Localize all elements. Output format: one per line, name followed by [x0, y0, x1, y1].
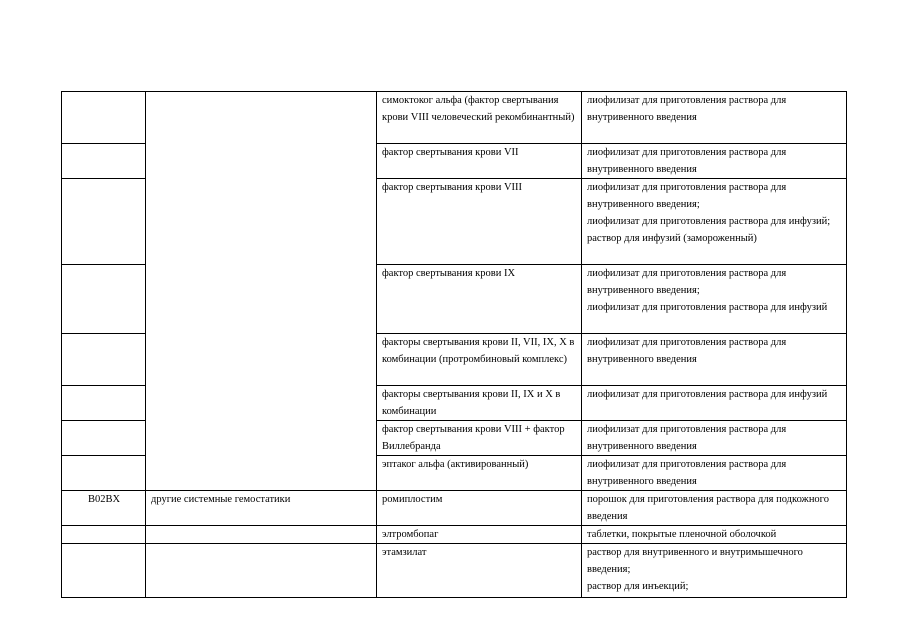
- table-row: [62, 526, 847, 544]
- dosage-form-cell: [582, 92, 847, 144]
- atc-code-cell: [62, 334, 146, 386]
- atc-code-cell: [62, 526, 146, 544]
- dosage-form-line: лиофилизат для приготовления раствора для внутривенного введения;: [587, 182, 787, 210]
- dosage-form-cell: [582, 334, 847, 386]
- atc-code-cell: [62, 179, 146, 265]
- dosage-form-line: лиофилизат для приготовления раствора для внутривенного введения: [587, 424, 787, 452]
- atc-code-cell: [62, 421, 146, 456]
- drug-table-body: [62, 92, 847, 598]
- dosage-form-cell: [582, 491, 847, 526]
- dosage-form-line: таблетки, покрытые пленочной оболочкой: [587, 529, 777, 540]
- drug-name-cell: элтромбопаг: [377, 526, 582, 544]
- dosage-form-cell: [582, 456, 847, 491]
- dosage-form-line: лиофилизат для приготовления раствора для внутривенного введения: [587, 337, 787, 365]
- drug-name-cell: факторы свертывания крови II, VII, IX, X в комбинации (протромбиновый комплекс): [377, 334, 582, 386]
- drug-name-cell: фактор свертывания крови VIII + фактор Виллебранда: [377, 421, 582, 456]
- drug-name-cell: эптаког альфа (активированный): [377, 456, 582, 491]
- drug-name-cell: фактор свертывания крови VIII: [377, 179, 582, 265]
- dosage-form-line: лиофилизат для приготовления раствора для внутривенного введения: [587, 459, 787, 487]
- drug-table: [61, 91, 847, 598]
- group-cell: [146, 92, 377, 491]
- dosage-form-line: порошок для приготовления раствора для подкожного введения: [587, 494, 829, 522]
- atc-code-cell: [62, 144, 146, 179]
- dosage-form-line: лиофилизат для приготовления раствора для инфузий: [587, 389, 828, 400]
- dosage-form-line: лиофилизат для приготовления раствора для внутривенного введения: [587, 147, 787, 175]
- drug-name-cell: фактор свертывания крови IX: [377, 265, 582, 334]
- table-row: [62, 491, 847, 526]
- dosage-form-line: лиофилизат для приготовления раствора для инфузий: [587, 302, 828, 313]
- dosage-form-line: раствор для инфузий (замороженный): [587, 233, 757, 244]
- dosage-form-cell: [582, 265, 847, 334]
- atc-code-cell: [62, 386, 146, 421]
- atc-code-cell: [62, 265, 146, 334]
- drug-name-cell: этамзилат: [377, 544, 582, 598]
- dosage-form-line: раствор для инъекций;: [587, 581, 689, 592]
- dosage-form-cell: [582, 421, 847, 456]
- dosage-form-cell: [582, 144, 847, 179]
- group-cell: [146, 544, 377, 598]
- dosage-form-cell: [582, 526, 847, 544]
- dosage-form-cell: [582, 544, 847, 598]
- drug-name-cell: фактор свертывания крови VII: [377, 144, 582, 179]
- drug-name-cell: факторы свертывания крови II, IX и X в комбинации: [377, 386, 582, 421]
- dosage-form-line: лиофилизат для приготовления раствора для внутривенного введения: [587, 95, 787, 123]
- drug-name-cell: ромиплостим: [377, 491, 582, 526]
- atc-code-cell: [62, 544, 146, 598]
- atc-code-cell: [62, 92, 146, 144]
- group-cell: другие системные гемостатики: [146, 491, 377, 526]
- dosage-form-line: лиофилизат для приготовления раствора для внутривенного введения;: [587, 268, 787, 296]
- atc-code-cell: [62, 456, 146, 491]
- table-row: [62, 544, 847, 598]
- atc-code-cell: B02BX: [62, 491, 146, 526]
- dosage-form-cell: [582, 386, 847, 421]
- group-cell: [146, 526, 377, 544]
- dosage-form-line: лиофилизат для приготовления раствора для инфузий;: [587, 216, 831, 227]
- dosage-form-cell: [582, 179, 847, 265]
- dosage-form-line: раствор для внутривенного и внутримышечного введения;: [587, 547, 803, 575]
- table-row: [62, 92, 847, 144]
- drug-name-cell: симоктоког альфа (фактор свертывания крови VIII человеческий рекомбинантный): [377, 92, 582, 144]
